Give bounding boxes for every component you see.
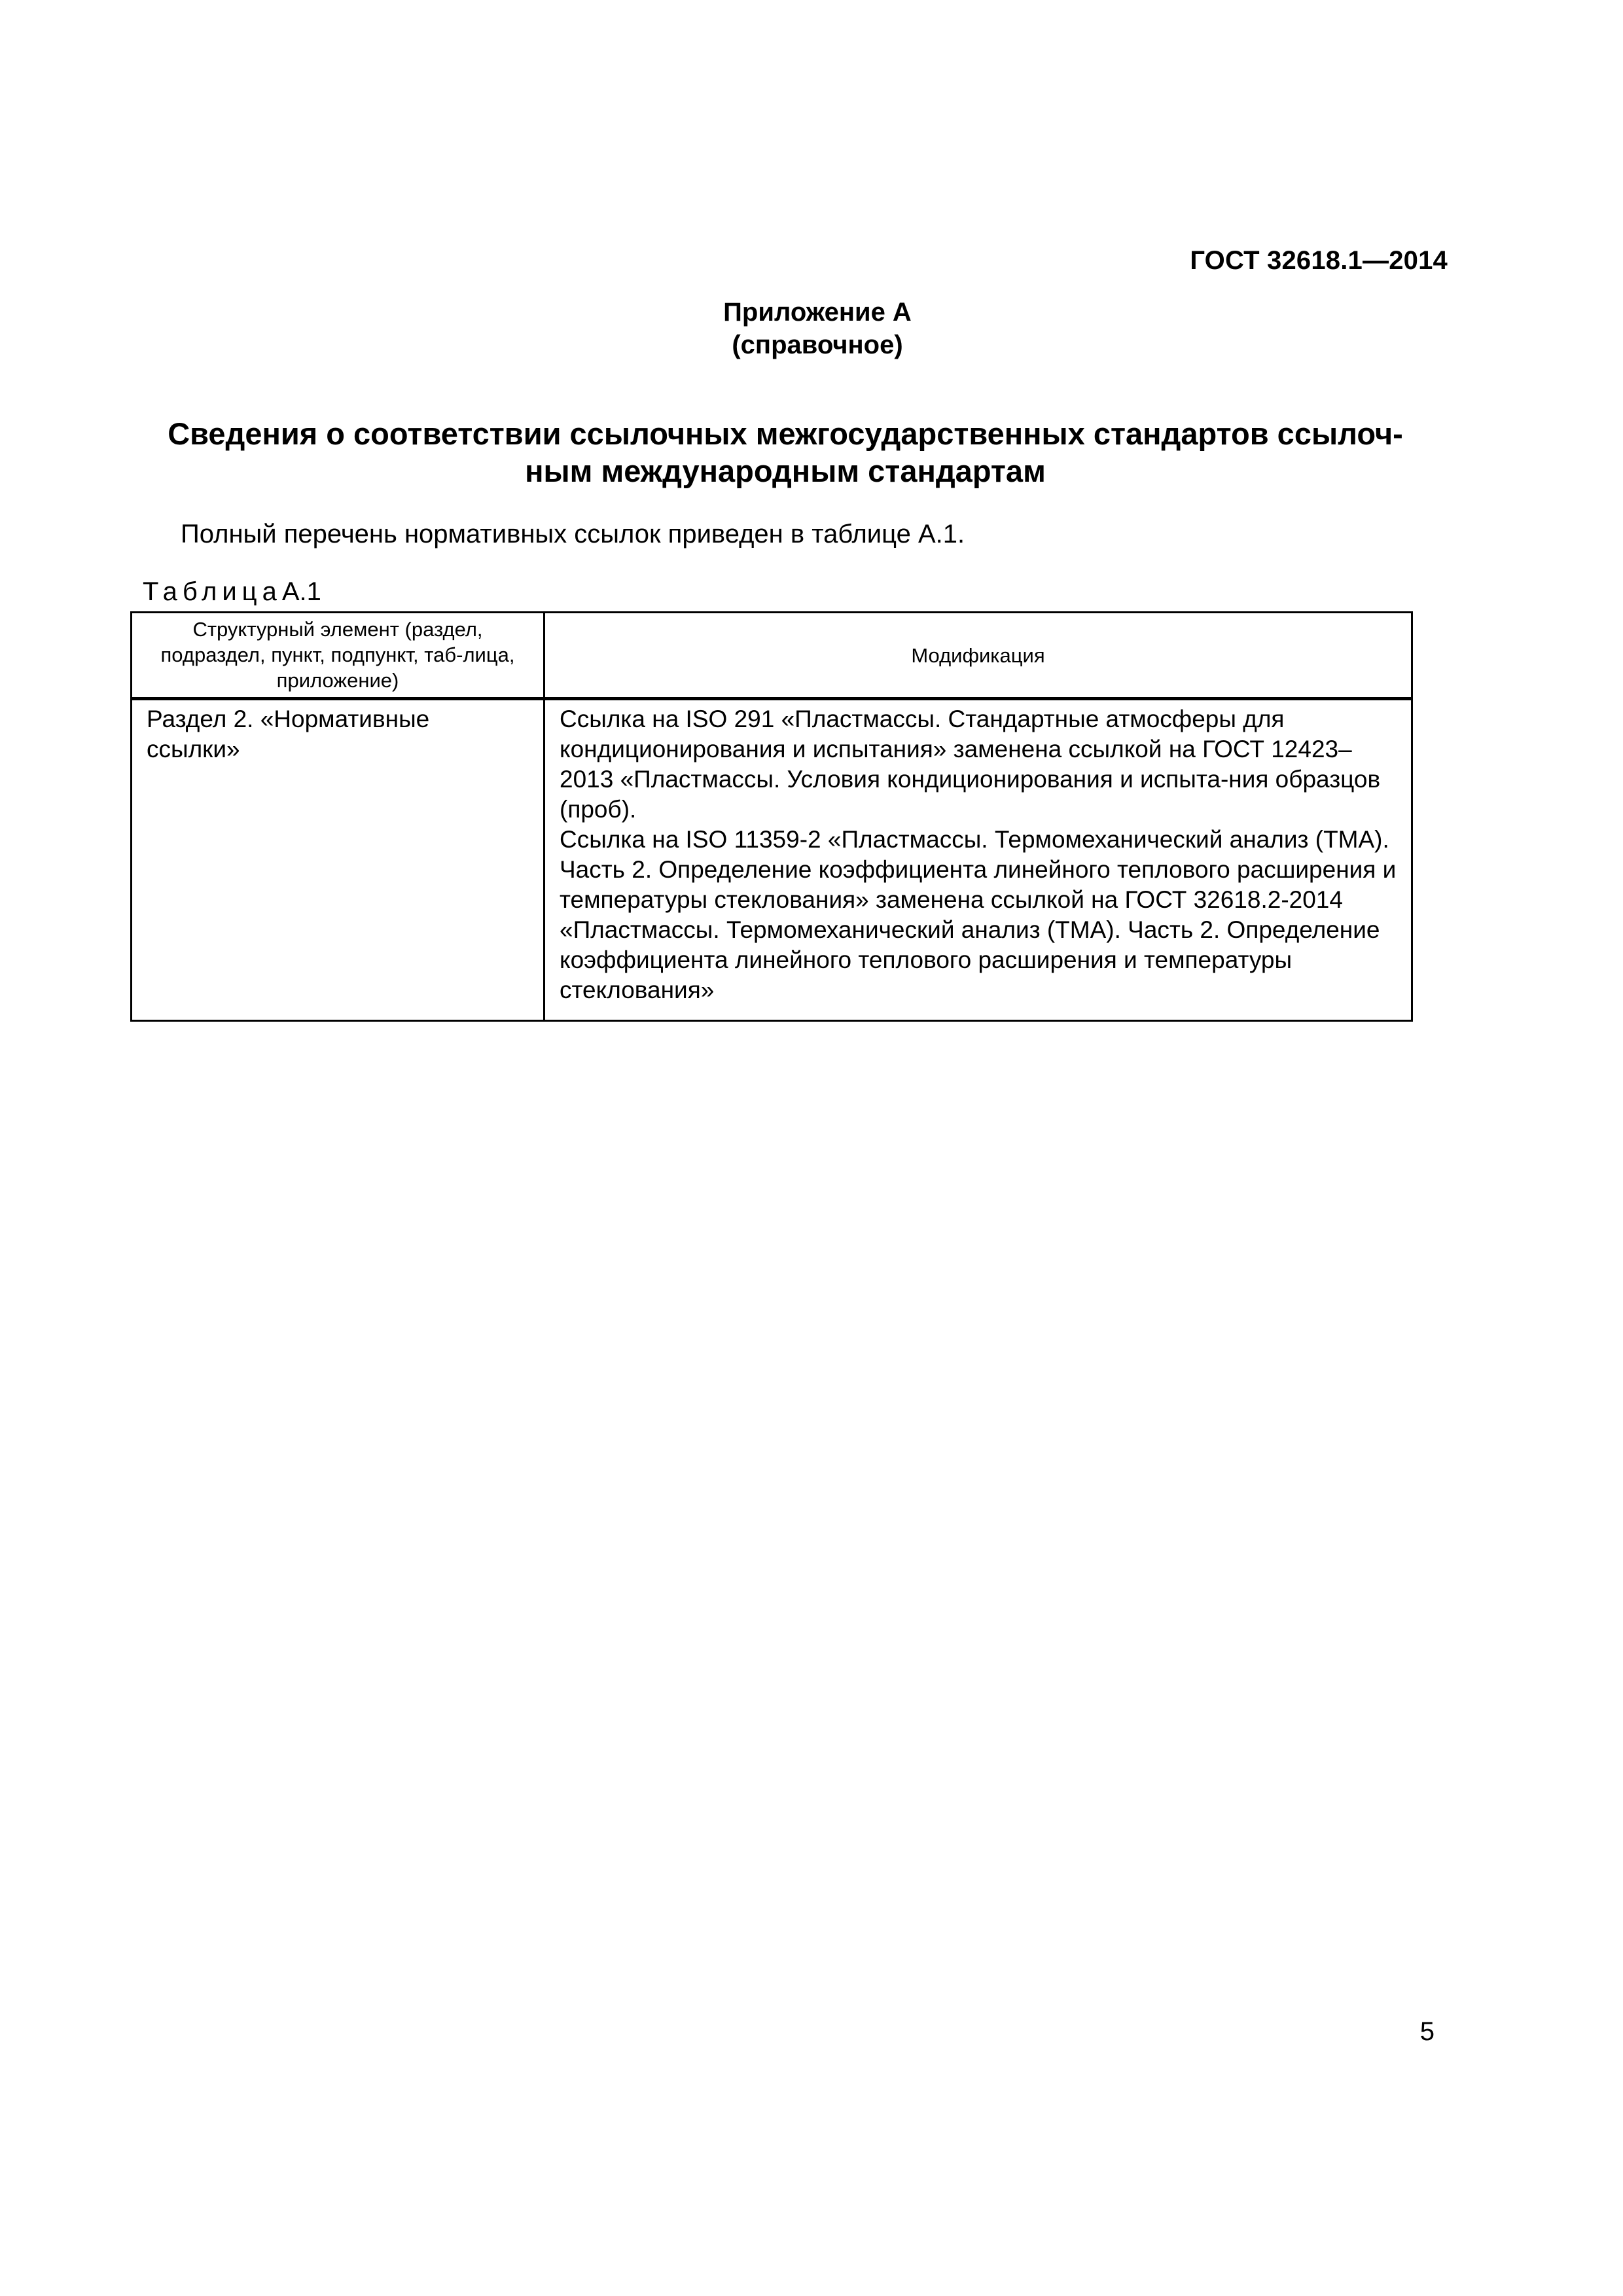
table-row [132, 699, 1412, 1021]
modification-paragraph: Ссылка на ISO 291 «Пластмассы. Стандартные атмосферы для кондиционирования и испытания» заменена ссылкой на ГОСТ 12423–2013 «Пластмассы. Условия кондиционирования и испыта-ния образцов (проб). [560, 706, 1381, 823]
page-number: 5 [1419, 2017, 1435, 2046]
table-caption [143, 577, 321, 607]
cell-modification [544, 699, 1412, 1021]
section-title-line-2: ным международным стандартам [525, 454, 1046, 488]
annex-heading [0, 296, 1623, 361]
modification-paragraph: Ссылка на ISO 11359-2 «Пластмассы. Термомеханический анализ (ТМА). Часть 2. Определение коэффициента линейного теплового расширения и температуры стеклования» заменена ссылкой на ГОСТ 32618.2-2014 «Пластмассы. Термомеханический анализ (ТМА). Часть 2. Определение коэффициента линейного теплового расширения и температуры стеклования» [560, 826, 1397, 1003]
annex-title: Приложение А [723, 298, 912, 327]
document-code: ГОСТ 32618.1—2014 [1190, 246, 1448, 275]
references-table [130, 611, 1413, 1022]
section-title [131, 415, 1440, 490]
section-title-line-1: Сведения о соответствии ссылочных межгосударственных стандартов ссылоч- [168, 416, 1403, 451]
table-caption-word: Таблица [143, 577, 282, 606]
cell-structural-element: Раздел 2. «Нормативные ссылки» [132, 699, 544, 1021]
annex-type: (справочное) [732, 331, 903, 359]
column-header-modification: Модификация [544, 613, 1412, 699]
table-header-row [132, 613, 1412, 699]
intro-paragraph: Полный перечень нормативных ссылок приведен в таблице А.1. [181, 520, 965, 548]
column-header-structural-element: Структурный элемент (раздел, подраздел, пункт, подпункт, таб-лица, приложение) [132, 613, 544, 699]
table-caption-number: А.1 [281, 577, 321, 606]
